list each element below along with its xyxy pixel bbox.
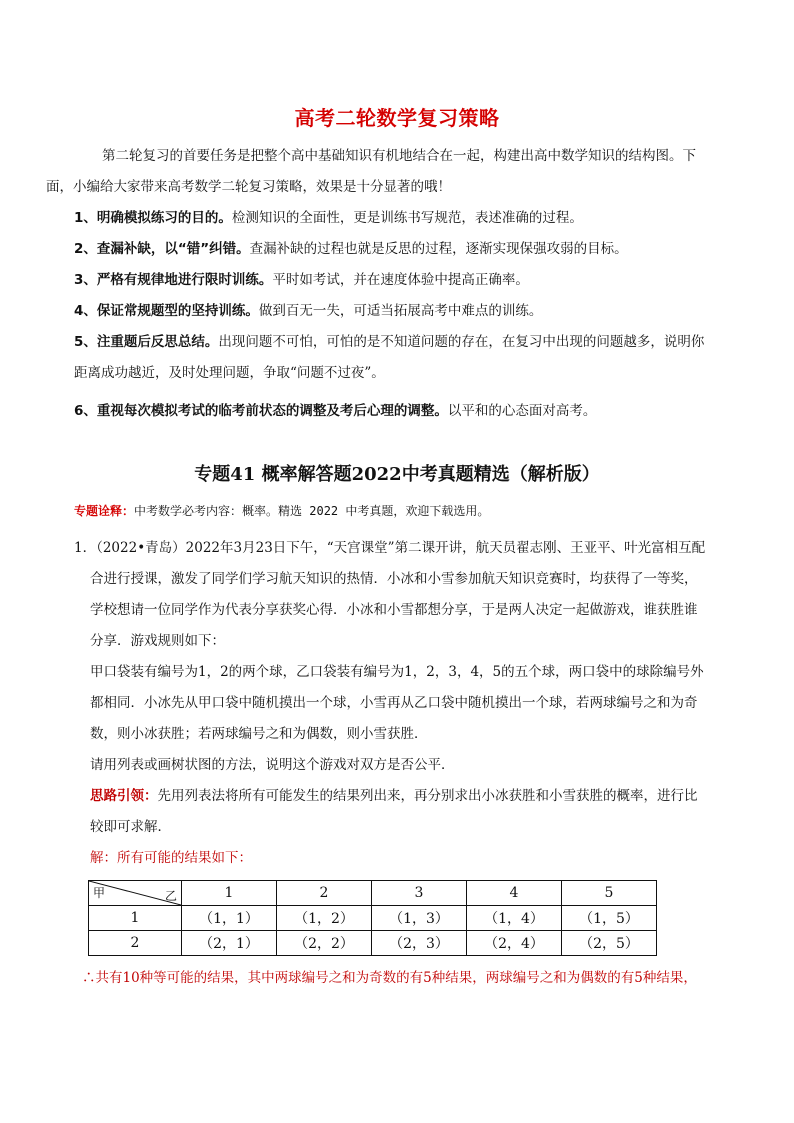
column-header: 3 bbox=[372, 881, 467, 906]
conclusion-line: ∴共有10种等可能的结果，其中两球编号之和为奇数的有5种结果，两球编号之和为偶数的有5种结果， bbox=[82, 970, 697, 986]
strategy-heading: 6、重视每次模拟考试的临考前状态的调整及考后心理的调整。 bbox=[74, 403, 448, 419]
table-row bbox=[89, 931, 657, 956]
strategy-heading: 2、查漏补缺，以“错”纠错。 bbox=[74, 241, 250, 257]
strategy-text: 做到百无一失，可适当拓展高考中难点的训练。 bbox=[258, 303, 543, 319]
strategy-item-2 bbox=[74, 234, 726, 265]
section-title: 专题41 概率解答题2022中考真题精选（解析版） bbox=[194, 464, 600, 485]
strategy-item-1 bbox=[74, 203, 726, 234]
intro-line-1: 第二轮复习的首要任务是把整个高中基础知识有机地结合在一起，构建出高中数学知识的结构图。下 bbox=[102, 148, 696, 164]
corner-label-yi: 乙 bbox=[164, 889, 177, 903]
table-cell: （2，3） bbox=[372, 931, 467, 956]
table-row bbox=[89, 906, 657, 931]
strategy-item-6 bbox=[74, 396, 726, 427]
strategy-item-4 bbox=[74, 296, 726, 327]
row-header: 1 bbox=[89, 906, 182, 931]
hint-text: 先用列表法将所有可能发生的结果列出来，再分别求出小冰获胜和小雪获胜的概率，进行比 bbox=[157, 788, 698, 804]
strategy-text: 检测知识的全面性，更是训练书写规范，表述准确的过程。 bbox=[231, 210, 583, 226]
question-line: 甲口袋装有编号为1，2的两个球，乙口袋装有编号为1，2，3，4，5的五个球，两口袋中的球除编号外 bbox=[90, 664, 704, 680]
question-line: 合进行授课，激发了同学们学习航天知识的热情．小冰和小雪参加航天知识竞赛时，均获得了一等奖， bbox=[90, 571, 698, 587]
table-cell: （1，3） bbox=[372, 906, 467, 931]
strategy-text: 查漏补缺的过程也就是反思的过程，逐渐实现保强攻弱的目标。 bbox=[249, 241, 628, 257]
table-cell: （2，2） bbox=[277, 931, 372, 956]
column-header: 4 bbox=[467, 881, 562, 906]
question-line: 都相同．小冰先从甲口袋中随机摸出一个球，小雪再从乙口袋中随机摸出一个球，若两球编号之和为奇 bbox=[90, 695, 698, 711]
topic-note bbox=[74, 501, 734, 521]
table-cell: （2，5） bbox=[562, 931, 657, 956]
strategy-heading: 5、注重题后反思总结。 bbox=[74, 334, 219, 350]
outcome-table bbox=[88, 880, 657, 956]
table-cell: （1，4） bbox=[467, 906, 562, 931]
page-title: 高考二轮数学复习策略 bbox=[294, 106, 500, 130]
table-cell: （1，5） bbox=[562, 906, 657, 931]
strategy-text: 以平和的心态面对高考。 bbox=[447, 403, 597, 419]
question-line: 数，则小冰获胜；若两球编号之和为偶数，则小雪获胜． bbox=[90, 726, 428, 742]
strategy-text: 出现问题不可怕，可怕的是不知道问题的存在，在复习中出现的问题越多，说明你 bbox=[218, 334, 705, 350]
table-header-row bbox=[89, 881, 657, 906]
strategy-item-5 bbox=[74, 327, 726, 389]
table-cell: （2，4） bbox=[467, 931, 562, 956]
question-line-1: 1．（2022•青岛）2022年3月23日下午，“天宫课堂”第二课开讲，航天员翟志刚、王亚平、叶光富相互配 bbox=[74, 540, 706, 556]
row-header: 2 bbox=[89, 931, 182, 956]
hint-line-1 bbox=[90, 781, 734, 812]
table-cell: （1，2） bbox=[277, 906, 372, 931]
question-line: 学校想请一位同学作为代表分享获奖心得．小冰和小雪都想分享，于是两人决定一起做游戏，谁获胜谁 bbox=[90, 602, 698, 618]
table-cell: （2，1） bbox=[182, 931, 277, 956]
column-header: 1 bbox=[182, 881, 277, 906]
table-corner-cell bbox=[89, 881, 182, 906]
strategy-text: 平时如考试，并在速度体验中提高正确率。 bbox=[272, 272, 529, 288]
question-line: 分享．游戏规则如下： bbox=[90, 633, 225, 649]
strategy-heading: 3、严格有规律地进行限时训练。 bbox=[74, 272, 273, 288]
column-header: 2 bbox=[277, 881, 372, 906]
hint-line-2: 较即可求解． bbox=[90, 819, 171, 835]
question-line: 请用列表或画树状图的方法，说明这个游戏对双方是否公平． bbox=[90, 757, 455, 773]
strategy-item-3 bbox=[74, 265, 726, 296]
topic-note-label: 专题诠释： bbox=[74, 504, 135, 518]
strategy-heading: 1、明确模拟练习的目的。 bbox=[74, 210, 232, 226]
hint-label: 思路引领： bbox=[90, 788, 158, 804]
strategy-heading: 4、保证常规题型的坚持训练。 bbox=[74, 303, 259, 319]
table-cell: （1，1） bbox=[182, 906, 277, 931]
strategy-text-continued: 距离成功越近，及时处理问题，争取“问题不过夜”。 bbox=[74, 365, 385, 381]
topic-note-text: 中考数学必考内容：概率。精选 2022 中考真题，欢迎下载选用。 bbox=[134, 504, 490, 518]
corner-label-jia: 甲 bbox=[93, 886, 106, 900]
question-body bbox=[90, 564, 734, 874]
column-header: 5 bbox=[562, 881, 657, 906]
intro-line-2: 面，小编给大家带来高考数学二轮复习策略，效果是十分显著的哦！ bbox=[46, 179, 451, 195]
solution-intro: 解：所有可能的结果如下： bbox=[90, 850, 252, 866]
intro-paragraph bbox=[46, 141, 726, 203]
